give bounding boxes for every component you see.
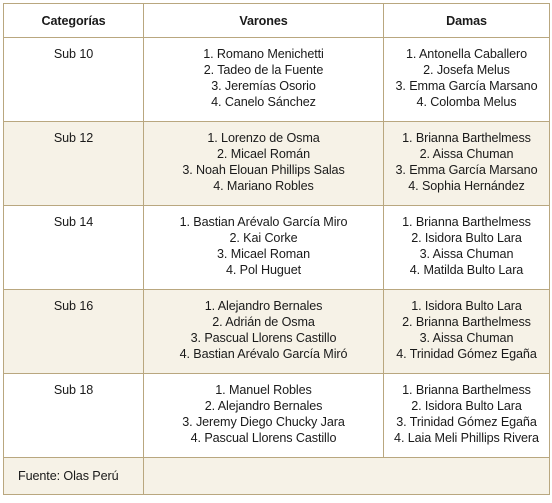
ranking-entry: 2. Tadeo de la Fuente	[203, 63, 324, 77]
ranking-entry: 4. Pol Huguet	[225, 263, 301, 277]
ranking-entry: 1. Brianna Barthelmess	[402, 383, 531, 397]
ranking-entry: 3. Aissa Chuman	[419, 331, 514, 345]
ranking-entry: 3. Trinidad Gómez Egaña	[396, 415, 537, 429]
damas-ranking-list	[386, 298, 547, 362]
ranking-entry: 2. Isidora Bulto Lara	[411, 399, 522, 413]
header-varones: Varones	[144, 4, 384, 38]
category-cell: Sub 10	[4, 38, 144, 122]
ranking-entry: 4. Laia Meli Phillips Rivera	[394, 431, 539, 445]
ranking-entry: 1. Alejandro Bernales	[204, 299, 323, 313]
varones-ranking-list	[146, 46, 381, 110]
ranking-entry: 2. Aissa Chuman	[419, 147, 514, 161]
ranking-entry: 2. Isidora Bulto Lara	[411, 231, 522, 245]
varones-ranking-list	[146, 298, 381, 362]
table-row	[4, 374, 550, 458]
damas-ranking-list	[386, 46, 547, 110]
source-note: Fuente: Olas Perú	[4, 458, 144, 495]
ranking-entry: 3. Emma García Marsano	[395, 163, 538, 177]
ranking-entry: 3. Pascual Llorens Castillo	[190, 331, 337, 345]
category-cell: Sub 18	[4, 374, 144, 458]
ranking-entry: 1. Brianna Barthelmess	[402, 131, 531, 145]
header-damas: Damas	[384, 4, 550, 38]
varones-cell	[144, 38, 384, 122]
damas-cell	[384, 374, 550, 458]
ranking-entry: 1. Romano Menichetti	[203, 47, 324, 61]
ranking-entry: 3. Noah Elouan Phillips Salas	[182, 163, 345, 177]
results-table	[3, 3, 550, 495]
footer-row	[4, 458, 550, 495]
ranking-entry: 4. Sophia Hernández	[408, 179, 525, 193]
category-cell: Sub 16	[4, 290, 144, 374]
category-cell: Sub 14	[4, 206, 144, 290]
ranking-entry: 2. Josefa Melus	[423, 63, 510, 77]
ranking-entry: 2. Micael Román	[217, 147, 310, 161]
varones-cell	[144, 206, 384, 290]
table-row	[4, 38, 550, 122]
ranking-entry: 3. Aissa Chuman	[419, 247, 514, 261]
ranking-entry: 2. Adrián de Osma	[212, 315, 315, 329]
ranking-entry: 4. Matilda Bulto Lara	[409, 263, 524, 277]
ranking-entry: 3. Jeremías Osorio	[211, 79, 316, 93]
ranking-entry: 4. Trinidad Gómez Egaña	[396, 347, 537, 361]
header-row	[4, 4, 550, 38]
ranking-entry: 1. Antonella Caballero	[405, 47, 528, 61]
table-row	[4, 122, 550, 206]
varones-ranking-list	[146, 214, 381, 278]
header-categorias: Categorías	[4, 4, 144, 38]
ranking-entry: 4. Bastian Arévalo García Miró	[179, 347, 348, 361]
varones-cell	[144, 122, 384, 206]
ranking-entry: 1. Manuel Robles	[215, 383, 312, 397]
ranking-entry: 1. Lorenzo de Osma	[207, 131, 320, 145]
varones-ranking-list	[146, 382, 381, 446]
table-footer	[4, 458, 550, 495]
table-header	[4, 4, 550, 38]
ranking-entry: 2. Brianna Barthelmess	[402, 315, 531, 329]
varones-cell	[144, 374, 384, 458]
footer-empty-cell	[144, 458, 550, 495]
damas-cell	[384, 290, 550, 374]
damas-ranking-list	[386, 130, 547, 194]
ranking-entry: 2. Kai Corke	[229, 231, 298, 245]
table-row	[4, 206, 550, 290]
table-row	[4, 290, 550, 374]
ranking-entry: 3. Jeremy Diego Chucky Jara	[182, 415, 345, 429]
ranking-entry: 3. Micael Roman	[217, 247, 310, 261]
ranking-entry: 2. Alejandro Bernales	[204, 399, 323, 413]
ranking-entry: 1. Bastian Arévalo García Miro	[179, 215, 348, 229]
damas-cell	[384, 206, 550, 290]
damas-ranking-list	[386, 214, 547, 278]
ranking-entry: 4. Pascual Llorens Castillo	[190, 431, 337, 445]
category-cell: Sub 12	[4, 122, 144, 206]
varones-ranking-list	[146, 130, 381, 194]
ranking-entry: 1. Brianna Barthelmess	[402, 215, 531, 229]
ranking-entry: 4. Canelo Sánchez	[211, 95, 316, 109]
ranking-entry: 1. Isidora Bulto Lara	[411, 299, 522, 313]
damas-cell	[384, 122, 550, 206]
varones-cell	[144, 290, 384, 374]
damas-cell	[384, 38, 550, 122]
ranking-entry: 4. Colomba Melus	[416, 95, 517, 109]
ranking-entry: 4. Mariano Robles	[213, 179, 314, 193]
ranking-entry: 3. Emma García Marsano	[395, 79, 538, 93]
damas-ranking-list	[386, 382, 547, 446]
table-body	[4, 38, 550, 458]
